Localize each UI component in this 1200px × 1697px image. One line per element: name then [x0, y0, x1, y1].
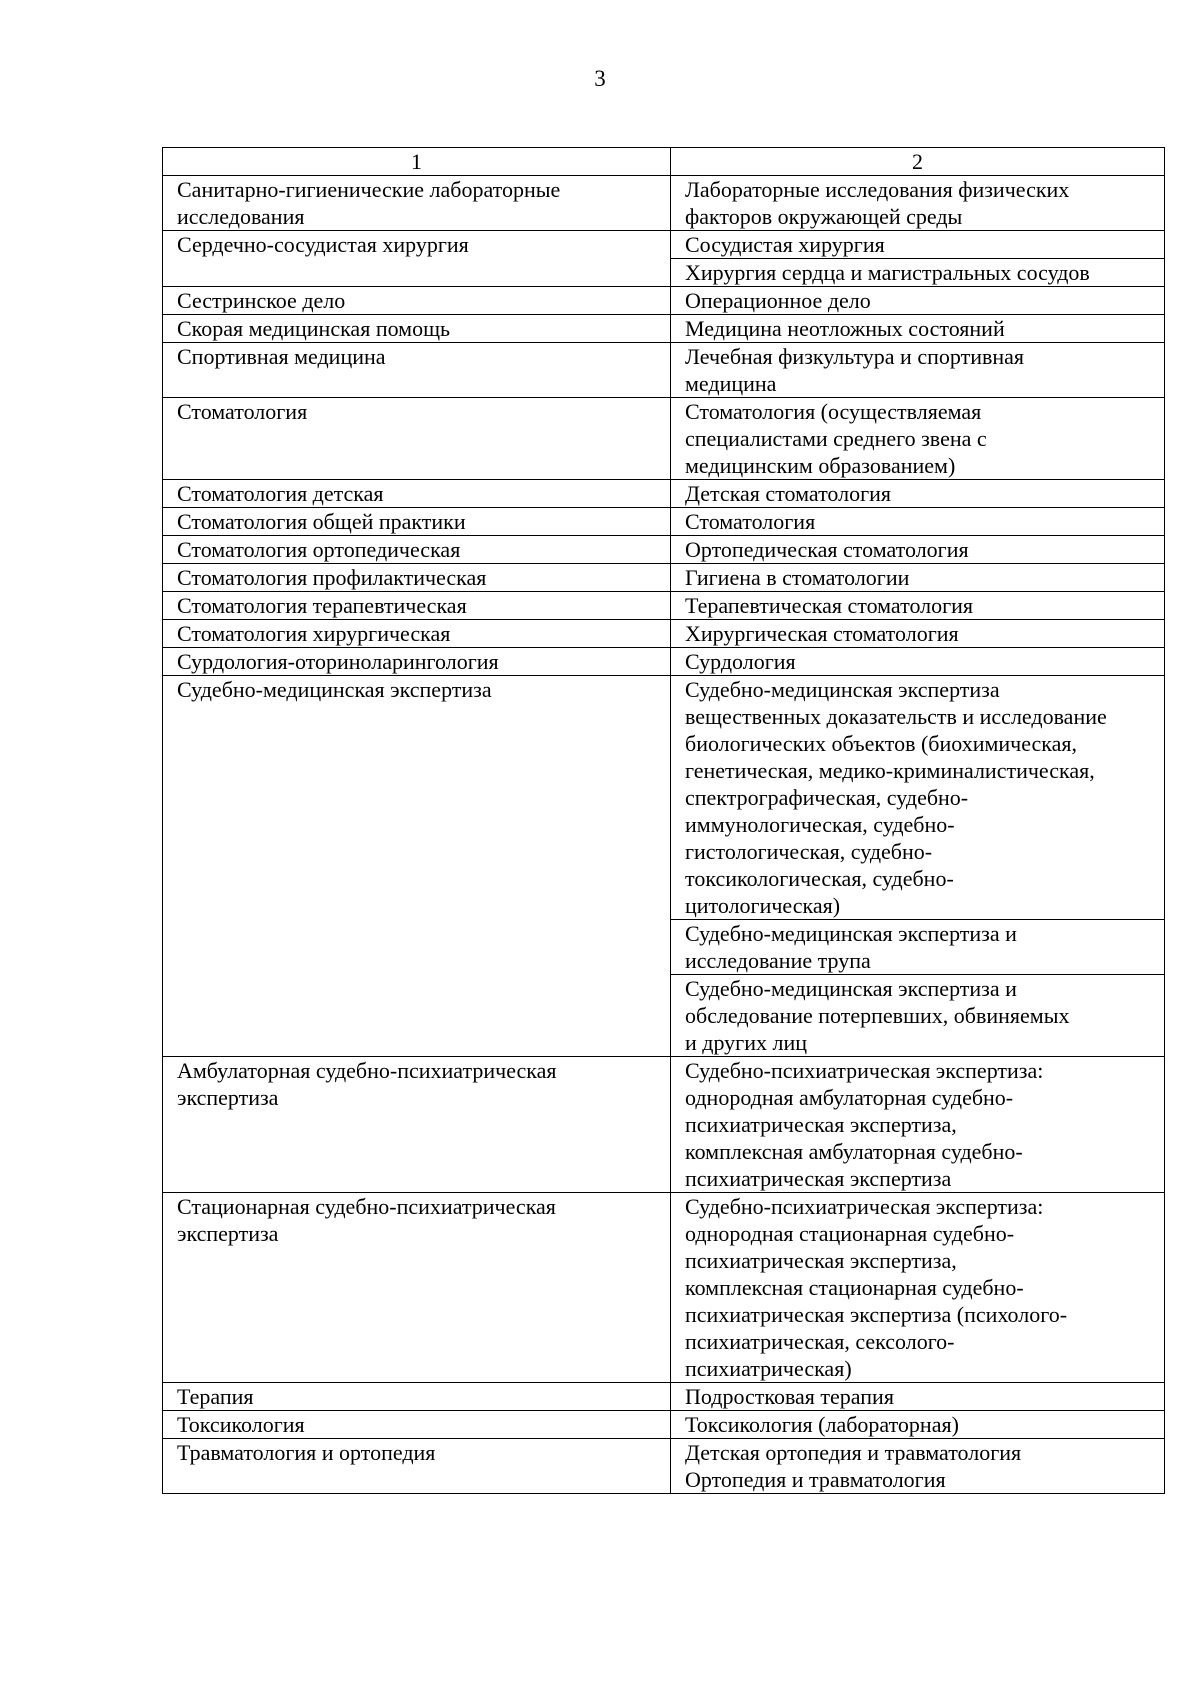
table-row	[163, 1193, 1165, 1383]
table-row	[163, 231, 1165, 259]
specialty-cell: Стоматология терапевтическая	[163, 592, 671, 620]
table-row	[163, 620, 1165, 648]
related-specialty-cell: Лечебная физкультура и спортивная медицина	[671, 343, 1165, 398]
related-specialty-cell: Сосудистая хирургия	[671, 231, 1165, 259]
table-row	[163, 1383, 1165, 1411]
page-number: 3	[594, 66, 606, 91]
table-row	[163, 564, 1165, 592]
specialty-cell: Стоматология детская	[163, 480, 671, 508]
specialty-cell: Стоматология общей практики	[163, 508, 671, 536]
related-specialty-cell: Медицина неотложных состояний	[671, 315, 1165, 343]
specialty-cell: Судебно-медицинская экспертиза	[163, 676, 671, 1057]
related-specialty-cell: Подростковая терапия	[671, 1383, 1165, 1411]
specialty-cell: Стационарная судебно-психиатрическая экспертиза	[163, 1193, 671, 1383]
table-row	[163, 480, 1165, 508]
related-specialty-cell: Судебно-психиатрическая экспертиза: однородная амбулаторная судебно- психиатрическая экспертиза, комплексная амбулаторная судебно- психиатрическая экспертиза	[671, 1057, 1165, 1193]
table-row	[163, 508, 1165, 536]
specialty-cell: Спортивная медицина	[163, 343, 671, 398]
specialty-cell: Стоматология хирургическая	[163, 620, 671, 648]
header-col-2: 2	[671, 148, 1165, 176]
table-row	[163, 592, 1165, 620]
table-row	[163, 648, 1165, 676]
specialty-cell: Сердечно-сосудистая хирургия	[163, 231, 671, 287]
related-specialty-cell: Ортопедическая стоматология	[671, 536, 1165, 564]
specialty-cell: Стоматология ортопедическая	[163, 536, 671, 564]
related-specialty-cell: Гигиена в стоматологии	[671, 564, 1165, 592]
specialty-cell: Санитарно-гигиенические лабораторные исследования	[163, 176, 671, 231]
table-row	[163, 315, 1165, 343]
specialty-cell: Стоматология	[163, 398, 671, 480]
table-row	[163, 176, 1165, 231]
related-specialty-cell: Детская стоматология	[671, 480, 1165, 508]
specialty-cell: Токсикология	[163, 1411, 671, 1439]
header-col-1: 1	[163, 148, 671, 176]
table-row	[163, 343, 1165, 398]
table-row	[163, 1057, 1165, 1193]
specialty-cell: Скорая медицинская помощь	[163, 315, 671, 343]
related-specialty-cell: Хирургия сердца и магистральных сосудов	[671, 259, 1165, 287]
specialties-table	[162, 147, 1165, 1494]
related-specialty-cell: Операционное дело	[671, 287, 1165, 315]
specialty-cell: Стоматология профилактическая	[163, 564, 671, 592]
related-specialty-cell: Токсикология (лабораторная)	[671, 1411, 1165, 1439]
related-specialty-cell: Хирургическая стоматология	[671, 620, 1165, 648]
specialty-cell: Терапия	[163, 1383, 671, 1411]
table-body	[163, 148, 1165, 1494]
related-specialty-cell: Судебно-медицинская экспертиза вещественных доказательств и исследование биологических объектов (биохимическая, генетическая, медико-криминалистическая, спектрографическая, судебно- иммунологическая, судебно- гистологическая, судебно- токсикологическая, судебно- цитологическая)	[671, 676, 1165, 920]
related-specialty-cell: Судебно-психиатрическая экспертиза: однородная стационарная судебно- психиатрическая экспертиза, комплексная стационарная судебно- психиатрическая экспертиза (психолого- психиатрическая, сексолого- психиатрическая)	[671, 1193, 1165, 1383]
related-specialty-cell: Судебно-медицинская экспертиза и обследование потерпевших, обвиняемых и других лиц	[671, 975, 1165, 1057]
table-row	[163, 1439, 1165, 1494]
related-specialty-cell: Лабораторные исследования физических факторов окружающей среды	[671, 176, 1165, 231]
specialty-cell: Сестринское дело	[163, 287, 671, 315]
table-row	[163, 536, 1165, 564]
table-header-row	[163, 148, 1165, 176]
related-specialty-cell: Сурдология	[671, 648, 1165, 676]
specialty-cell: Амбулаторная судебно-психиатрическая экспертиза	[163, 1057, 671, 1193]
specialty-cell: Сурдология-оториноларингология	[163, 648, 671, 676]
table-row	[163, 287, 1165, 315]
related-specialty-cell: Детская ортопедия и травматология Ортопедия и травматология	[671, 1439, 1165, 1494]
table-row	[163, 676, 1165, 920]
related-specialty-cell: Судебно-медицинская экспертиза и исследование трупа	[671, 920, 1165, 975]
table-row	[163, 398, 1165, 480]
specialty-cell: Травматология и ортопедия	[163, 1439, 671, 1494]
related-specialty-cell: Стоматология (осуществляемая специалистами среднего звена с медицинским образованием)	[671, 398, 1165, 480]
related-specialty-cell: Стоматология	[671, 508, 1165, 536]
table-row	[163, 1411, 1165, 1439]
related-specialty-cell: Терапевтическая стоматология	[671, 592, 1165, 620]
